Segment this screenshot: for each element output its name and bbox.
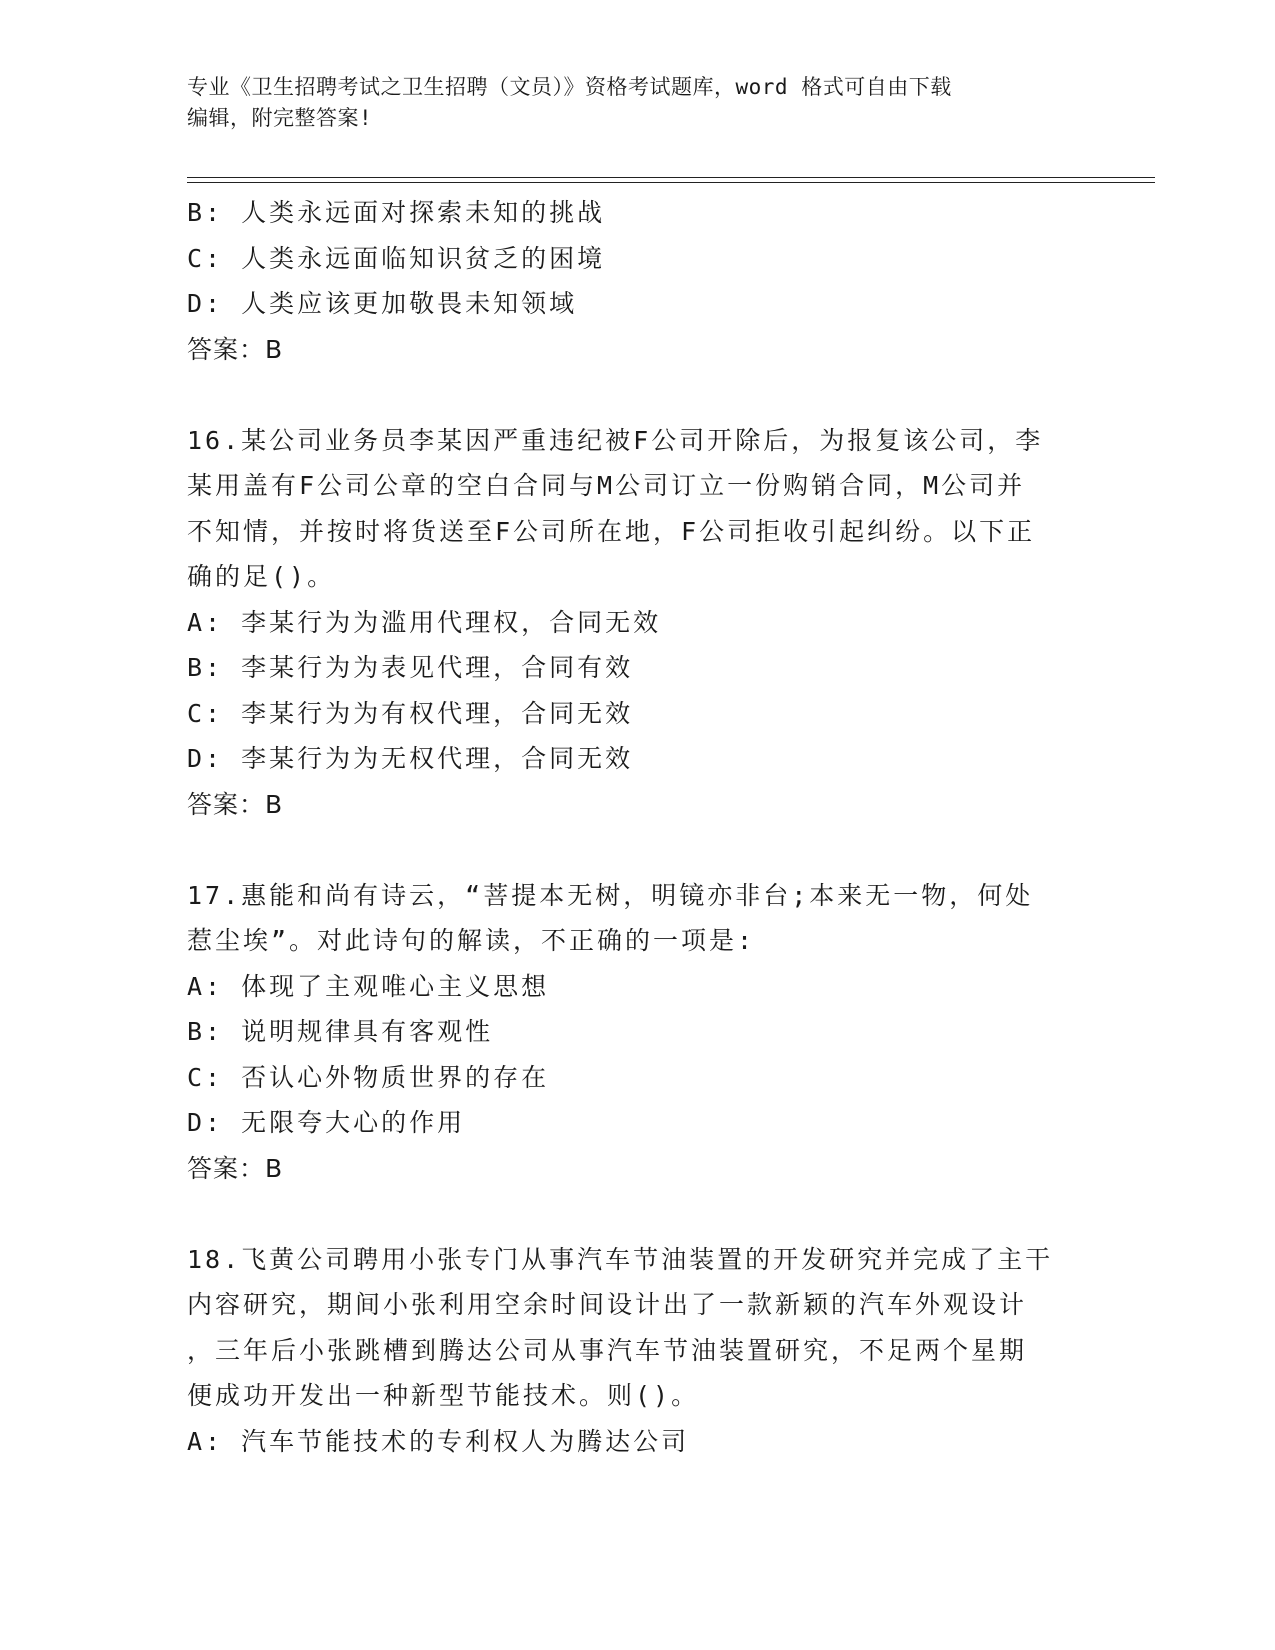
question-stem-line: 某用盖有F公司公章的空白合同与M公司订立一份购销合同，M公司并 — [187, 471, 1026, 500]
question-stem-line: 18.飞黄公司聘用小张专门从事汽车节油装置的开发研究并完成了主干 — [187, 1244, 1054, 1274]
question-18 — [187, 1237, 1087, 1465]
question-stem-line: 16.某公司业务员李某因严重违纪被F公司开除后，为报复该公司，李 — [187, 425, 1044, 455]
question-stem-line: ，三年后小张跳槽到腾达公司从事汽车节油装置研究，不足两个星期 — [187, 1335, 1028, 1365]
option-b: B: 李某行为为表见代理，合同有效 — [187, 653, 634, 682]
option-c: C: 人类永远面临知识贫乏的困境 — [187, 243, 606, 273]
option-d: D: 人类应该更加敬畏未知领域 — [187, 289, 578, 318]
question-stem-line: 便成功开发出一种新型节能技术。则()。 — [187, 1381, 700, 1410]
question-stem-line: 内容研究，期间小张利用空余时间设计出了一款新颖的汽车外观设计 — [187, 1290, 1028, 1319]
header-divider-top — [187, 177, 1155, 178]
question-stem-line: 惹尘埃”。对此诗句的解读，不正确的一项是: — [187, 926, 756, 955]
question-16 — [187, 418, 1087, 828]
header-line-1: 专业《卫生招聘考试之卫生招聘（文员）》资格考试题库，word 格式可自由下载 — [187, 75, 952, 99]
option-b: B: 说明规律具有客观性 — [187, 1017, 494, 1046]
question-17 — [187, 873, 1087, 1192]
spacer — [187, 372, 1087, 418]
option-b: B: 人类永远面对探索未知的挑战 — [187, 198, 606, 227]
header-divider-bottom — [187, 182, 1155, 183]
question-15 — [187, 190, 1087, 372]
question-stem-line: 不知情，并按时将货送至F公司所在地，F公司拒收引起纠纷。以下正 — [187, 516, 1036, 546]
option-a: A: 李某行为为滥用代理权，合同无效 — [187, 607, 662, 637]
option-d: D: 无限夸大心的作用 — [187, 1108, 466, 1137]
spacer — [187, 1191, 1087, 1237]
question-stem-line: 确的足()。 — [187, 562, 336, 591]
question-list — [187, 190, 1087, 1464]
option-a: A: 体现了主观唯心主义思想 — [187, 971, 550, 1001]
option-c: C: 李某行为为有权代理，合同无效 — [187, 698, 634, 728]
header-line-2: 编辑，附完整答案! — [187, 106, 373, 130]
spacer — [187, 827, 1087, 873]
answer: 答案：B — [187, 334, 284, 364]
option-c: C: 否认心外物质世界的存在 — [187, 1062, 550, 1092]
document-header — [187, 72, 1067, 134]
question-stem-line: 17.惠能和尚有诗云，“菩提本无树，明镜亦非台;本来无一物，何处 — [187, 880, 1034, 910]
option-a: A: 汽车节能技术的专利权人为腾达公司 — [187, 1426, 690, 1456]
option-d: D: 李某行为为无权代理，合同无效 — [187, 744, 634, 773]
answer: 答案：B — [187, 789, 284, 819]
answer: 答案：B — [187, 1153, 284, 1183]
